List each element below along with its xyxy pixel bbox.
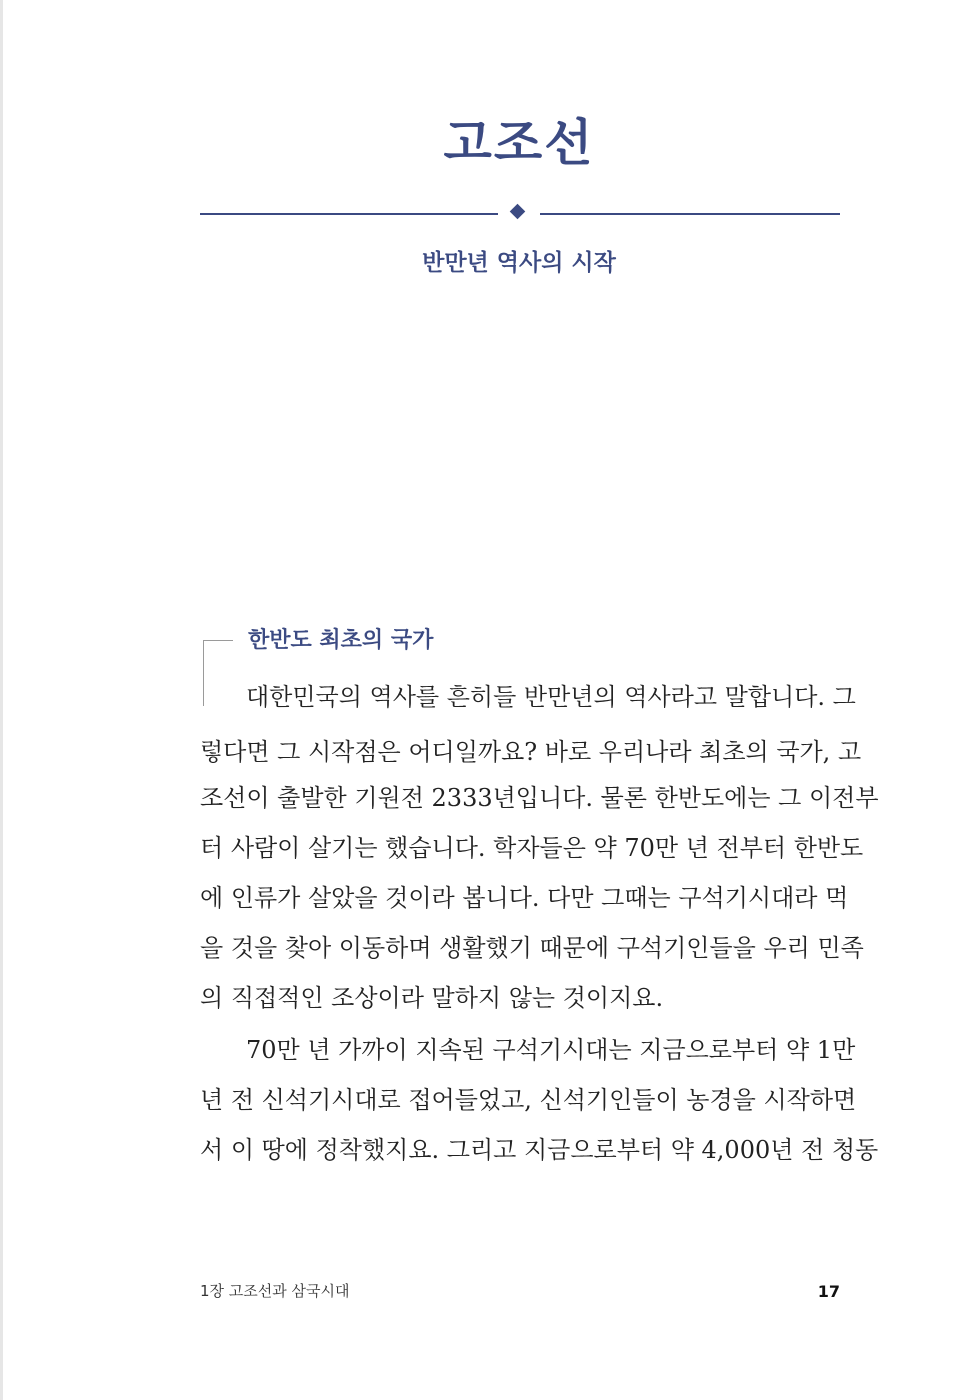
body-line: 을 것을 찾아 이동하며 생활했기 때문에 구석기인들을 우리 민족 bbox=[200, 934, 864, 962]
body-line: 조선이 출발한 기원전 2333년입니다. 물론 한반도에는 그 이전부 bbox=[200, 784, 879, 812]
section-heading: 한반도 최초의 국가 bbox=[248, 628, 434, 653]
page-edge bbox=[0, 0, 3, 1400]
body-line: 렇다면 그 시작점은 어디일까요? 바로 우리나라 최초의 국가, 고 bbox=[200, 738, 862, 766]
body-line: 대한민국의 역사를 흔히들 반만년의 역사라고 말합니다. 그 bbox=[246, 683, 856, 711]
diamond-ornament-icon bbox=[510, 204, 526, 220]
chapter-subtitle: 반만년 역사의 시작 bbox=[422, 250, 616, 276]
body-line: 의 직접적인 조상이라 말하지 않는 것이지요. bbox=[200, 984, 664, 1012]
title-divider-right bbox=[540, 213, 840, 215]
footer-chapter-label: 1장 고조선과 삼국시대 bbox=[200, 1282, 350, 1300]
body-line: 터 사람이 살기는 했습니다. 학자들은 약 70만 년 전부터 한반도 bbox=[200, 834, 864, 862]
body-line: 에 인류가 살았을 것이라 봅니다. 다만 그때는 구석기시대라 먹 bbox=[200, 884, 849, 912]
body-line: 년 전 신석기시대로 접어들었고, 신석기인들이 농경을 시작하면 bbox=[200, 1086, 857, 1114]
chapter-title: 고조선 bbox=[443, 114, 595, 172]
title-divider-left bbox=[200, 213, 498, 215]
section-bracket-horizontal bbox=[203, 640, 233, 641]
body-line: 70만 년 가까이 지속된 구석기시대는 지금으로부터 약 1만 bbox=[246, 1036, 856, 1064]
body-line: 서 이 땅에 정착했지요. 그리고 지금으로부터 약 4,000년 전 청동 bbox=[200, 1136, 879, 1164]
section-bracket-vertical bbox=[203, 640, 204, 706]
page-number: 17 bbox=[817, 1282, 840, 1301]
